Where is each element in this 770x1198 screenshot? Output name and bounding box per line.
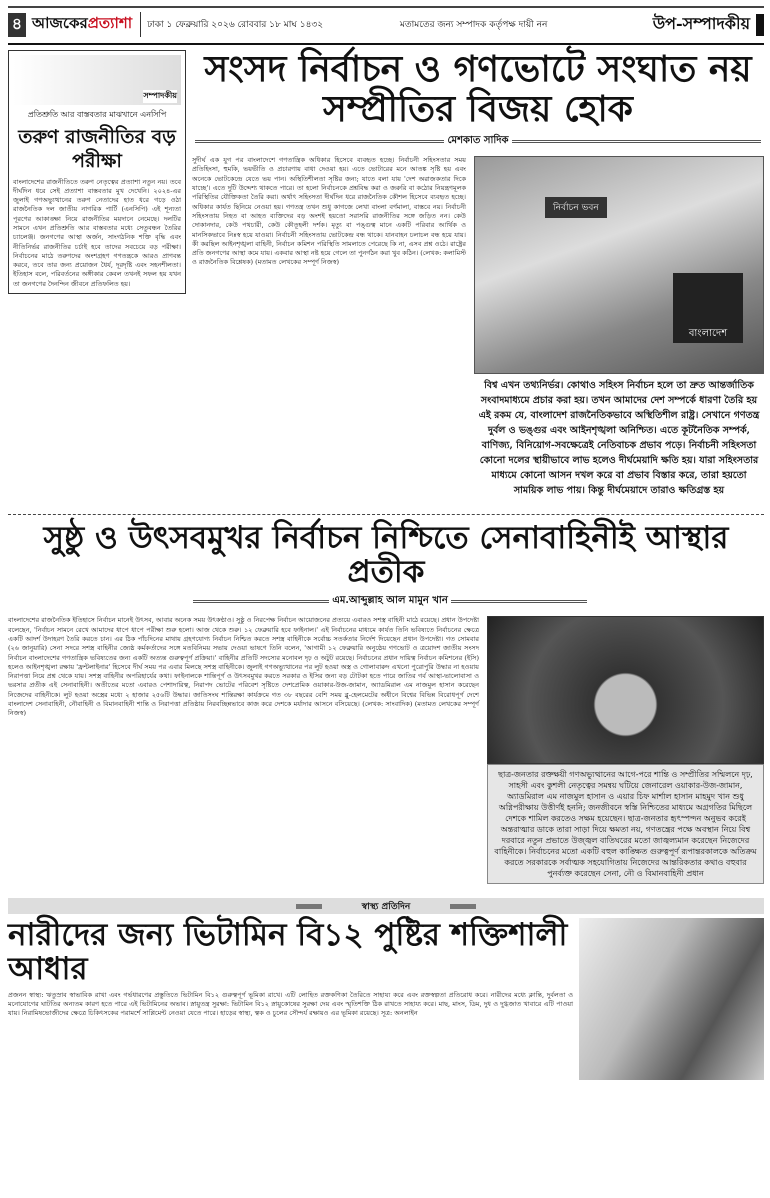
article1-callout: বিশ্ব এখন তথ্যনির্ভর। কোথাও সহিংস নির্বাচন হলে তা দ্রুত আন্তর্জাতিক সংবাদমাধ্যমে প্রচার করা হয়। তখন আমাদের দেশ সম্পর্কে ধারণা তৈরি হয় এই রকম যে, বাংলাদেশ রাজনৈতিকভাবে অস্থিতিশীল রাষ্ট্র। সেখানে গণতন্ত্র দুর্বল ও ভঙ্গুর এবং আইনশৃঙ্খলা অনিশ্চিত। এতে কূটনৈতিক সম্পর্ক, বাণিজ্য, বিনিয়োগ-সবক্ষেত্রেই নেতিবাচক প্রভাব পড়ে। নির্বাচনী সহিংসতা কোনো দলের স্থায়ীভাবে লাভ হলেও দীর্ঘমেয়াদি ক্ষতি হয়। যারা সহিংসতার মাধ্যমে কোনো আসন দখল করে বা প্রভাব বিস্তার করে, তারা হয়তো সাময়িক লাভ পায়। কিন্তু দীর্ঘমেয়াদে তারাও ক্ষতিগ্রস্ত হয় [478, 380, 760, 497]
article2-headline: সুষ্ঠু ও উৎসবমুখর নির্বাচন নিশ্চিতে সেনাবাহিনীই আস্থার প্রতীক [43, 520, 729, 591]
editorial-body: বাংলাদেশের রাজনীতিতে তরুণ নেতৃত্বের প্রত্যাশা নতুন নয়। তবে দীর্ঘদিন ধরে সেই প্রত্যাশা বাস্তবতার মুখ দেখেনি। ২০২৪-এর জুলাই গণঅভ্যুত্থানের তরুণ নেতাদের হাত ধরে গড়ে ওঠা রাজনৈতিক দল জাতীয় নাগরিক পার্টি (এনসিপি) এই শূন্যতা পূরণের আকাঙ্ক্ষা নিয়ে রাজনীতির ময়দানে নেমেছে। দলটির সামনে এখন প্রতিশ্রুতি আর বাস্তবতার মধ্যে সেতুবন্ধন তৈরির চ্যালেঞ্জ। জনগণের আস্থা অর্জন, সাংগঠনিক শক্তি বৃদ্ধি এবং নীতিনির্ভর রাজনীতির চর্চাই হবে তাদের সবচেয়ে বড় পরীক্ষা। নির্বাচনের মাঠে তরুণদের অংশগ্রহণ গণতন্ত্রকে আরও প্রাণবন্ত করবে, তবে তার জন্য প্রয়োজন ধৈর্য, দূরদৃষ্টি এবং সহনশীলতা। ইতিহাস বলে, পরিবর্তনের অঙ্গীকার কেবল তখনই সফল হয় যখন তা জনগণের দৈনন্দিন জীবনে প্রতিফলিত হয়। [13, 177, 181, 288]
article1-body: সুদীর্ঘ এক যুগ পর বাংলাদেশে গণতান্ত্রিক অধিকার হিসেবে ব্যবহৃত হচ্ছে। নির্বাচনী সহিংসতার সময় প্রতিহিংসা, হুমকি, ভয়ভীতি ও প্রচারণায় বাধা দেওয়া হয়। এতে ভোটারের মনে আতঙ্ক সৃষ্টি হয় এবং অনেকে ভোটকেন্দ্রে যেতে ভয় পান। অস্থিতিশীলতা সৃষ্টির জন্য; যাতে বলা যায় 'দেশ অরাজকতার দিকে যাচ্ছে'। এতে দুটি উদ্দেশ্য থাকতে পারে। তা হলো নির্বাচনকে প্রশ্নবিদ্ধ করা ও জরুরি বা কঠোর নিয়ন্ত্রণমূলক পরিস্থিতির যৌক্তিকতা তৈরি করা। অর্থাৎ সহিংসতা দীর্ঘদিন ধরে রাজনৈতিক কৌশল হিসেবে ব্যবহৃত হচ্ছে। অধিকার কার্যত ছিনিয়ে নেওয়া হয়। গণতন্ত্র তখন শুধু কাগজে লেখা বাংলা বর্ণমালা, বাস্তবে নয়। নির্বাচনী সহিংসতায় নিহত বা আহত ব্যক্তিদের বড় অংশই হয়তো সরাসরি রাজনীতির সঙ্গে জড়িত নন। কেউ দোকানদার, কেউ পথচারী, কেউ কৌতূহলী দর্শক। মৃত্যু বা পঙ্গুত্ব মানে একটি পরিবার আর্থিক ও মানসিকভাবে নিঃস্ব হয়ে যাওয়া। নির্বাচনী সহিংসতায় ভোটকেন্দ্র বন্ধ থাকে। যানবাহন চলাচল বন্ধ হয়ে যায়। কী করছিল আইনশৃঙ্খলা বাহিনী, নির্বাচন কমিশন পরিস্থিতি সামলাতে পেরেছে কি না, এসব প্রশ্ন ওঠে। রাষ্ট্রের প্রতি জনগণের আস্থা কমে যায়। একবার আস্থা নষ্ট হয়ে গেলে তা পুনর্গঠন করা খুব কঠিন। (লেখক: কলামিস্ট ও রাজনৈতিক বিশ্লেষক) (মতামত লেখকের সম্পূর্ণ নিজস্ব) [192, 156, 466, 267]
health-band-label: স্বাস্থ্য প্রতিদিন [361, 901, 411, 912]
section-title: উপ-সম্পাদকীয় [652, 14, 751, 33]
page-header [8, 6, 764, 41]
health-headline: নারীদের জন্য ভিটামিন বি১২ পুষ্টির শক্তিশালী আধার [8, 917, 568, 988]
issue-date: ঢাকা ১ ফেব্রুয়ারি ২০২৬ রোববার ১৮ মাঘ ১৪৩২ [147, 20, 324, 30]
dashed-divider [8, 514, 764, 515]
article2-content [8, 616, 764, 890]
election-building-photo [474, 156, 764, 374]
article2-body: বাংলাদেশের রাজনৈতিক ইতিহাসে নির্বাচন মানেই উৎসব, আবার অনেক সময় উৎকণ্ঠাও। সুষ্ঠু ও নিরপেক্ষ নির্বাচন আয়োজনের প্রত্যয়ে এবারও সশস্ত্র বাহিনী মাঠে রয়েছে। প্রধান উপদেষ্টা বলেছেন, 'নির্বাচন সামনে রেখে আমাদের ধাপে ধাপে পরীক্ষা শুরু হলো। আজ থেকে শুরু। ১২ ফেব্রুয়ারি হবে ফাইনাল।' এই নির্বাচনের মাধ্যমে কার্যত তিনি ভবিষ্যতে নির্বাচনের ক্ষেত্রে একটি আদর্শ উদাহরণ তৈরি করতে চান। এর ঠিক পাঁচদিনের মাথায় গ্রহণযোগ্য নির্বাচন নিশ্চিত করতে সশস্ত্র বাহিনীকে সর্বোচ্চ সতর্কতার নির্দেশ দিয়েছেন প্রধান উপদেষ্টা। গত সোমবার (২৬ জানুয়ারি) সেনা সদরে সশস্ত্র বাহিনীর জ্যেষ্ঠ কর্মকর্তাদের সঙ্গে মতবিনিময় সভায় দেওয়া ভাষণে তিনি বলেন, 'আগামী ১২ ফেব্রুয়ারি অনুষ্ঠেয় গণভোট ও ত্রয়োদশ জাতীয় সংসদ নির্বাচন বাংলাদেশের গণতান্ত্রিক ভবিষ্যতের জন্য একটি অত্যন্ত গুরুত্বপূর্ণ প্রক্রিয়া।' বাহিনীর প্রতিটি সদস্যের মনোবল দৃঢ় ও অটুট রয়েছে। নির্বাচনের প্রধান দায়িত্ব নির্বাচন কমিশনের (ইসি) হলেও আইনশৃঙ্খলা রক্ষায় 'ফ্রন্টলাইনার' হিসেবে দীর্ঘ সময় পর এবার মিলছে সশস্ত্র বাহিনীকে। জুলাই গণঅভ্যুত্থানের পর লুট হওয়া অস্ত্র ও গোলাবারুদ এখনো পুরোপুরি উদ্ধার না হওয়ায় নিরাপত্তা নিয়ে প্রশ্ন থেকে যায়। সশস্ত্র বাহিনীর অপরিহার্যের কথা। ফাইনালকে শান্তিপূর্ণ ও উৎসবমুখর করতে সরকার ও ইসির জন্য বড় টোটকা হতে পারে জাতির গর্ব আস্থা-ভালোবাসা ও ভরসার প্রতীক এই সেনাবাহিনী। অতীতের মতো এবারও পেশাদারিত্ব, নিরাপদ ভোটের পরিবেশ সৃষ্টিতে দেশপ্রেমিক ওয়াকার-উজ-জামান, অ্যাডমিরাল এম নাজমুল হাসান করেছেন নিজেদের বাহিনীকে। লুট হওয়া অস্ত্রের মধ্যে ২ হাজার ২৫৬টি উদ্ধার। জাতিসংঘ শান্তিরক্ষা কার্যক্রমে গত ৩৮ বছরের বেশি সময় ব্লু-হেলমেটের অধীনে বিশ্বের বিভিন্ন বিরোধপূর্ণ দেশে বাংলাদেশ সেনাবাহিনী, নৌবাহিনী ও বিমানবাহিনী শান্তি ও নিরাপত্তা প্রতিষ্ঠায় নিরবচ্ছিন্নভাবে কাজ করে দেশকে মর্যাদার আসনে বসিয়েছে। (লেখক: সাংবাদিক) (মতামত লেখকের সম্পূর্ণ নিজস্ব) [8, 616, 479, 718]
article1-content [192, 156, 764, 508]
health-article [8, 918, 573, 1080]
ballot-box: বাংলাদেশ [673, 273, 743, 343]
disclaimer: মতামতের জন্য সম্পাদক কর্তৃপক্ষ দায়ী নন [399, 20, 548, 30]
logo-main: আজকের [32, 14, 88, 32]
logo-accent: প্রত্যাশা [87, 14, 133, 32]
section-marker-icon [756, 14, 764, 36]
article1-figure [474, 156, 764, 502]
header-rule [8, 43, 764, 45]
editorial-kicker: প্রতিশ্রুতি আর বাস্তবতার মাঝখানে এনসিপি [27, 110, 167, 119]
article2-byline: এম.আব্দুল্লাহ আল মামুন খান [190, 593, 590, 610]
band-bar-icon [296, 904, 322, 909]
woman-photo [579, 918, 764, 1080]
army-photo [487, 616, 764, 764]
article1-headline: সংসদ নির্বাচন ও গণভোটে সংঘাত নয় সম্প্রীতির বিজয় হোক [204, 49, 752, 130]
editorial-headline: তরুণ রাজনীতির বড় পরীক্ষা [18, 126, 176, 172]
health-section-band [8, 898, 764, 914]
article1-byline: মেশকাত সাদিক [192, 133, 764, 150]
photo-sign: নির্বাচন ভবন [545, 197, 607, 218]
page-number: ৪ [8, 13, 26, 37]
health-section [8, 918, 764, 1080]
editorial-label: সম্পাদকীয় [143, 90, 177, 103]
article2-figure [487, 616, 764, 884]
article1 [192, 50, 764, 508]
band-bar-icon [450, 904, 476, 909]
pen-icon [13, 55, 181, 105]
newspaper-logo [32, 12, 141, 37]
article2-pullquote: ছাত্র-জনতার রক্তক্ষয়ী গণঅভ্যুত্থানের আগে-পরে শান্তি ও সম্প্রীতির সম্মিলনে দৃঢ়, সাহসী এবং কুশলী নেতৃত্বের সমন্বয় ঘটিয়ে জেনারেল ওয়াকার-উজ-জামান, অ্যাডমিরাল এম নাজমুল হাসান ও এয়ার চিফ মার্শাল হাসান মাহমুদ খান শুধু অগ্নিপরীক্ষায় উত্তীর্ণই হননি; জনজীবনে স্বস্তি নিশ্চিতের মাধ্যমে অগ্রগতির মিছিলে দেশকে শামিল করতেও সক্ষম হয়েছেন। ছাত্র-জনতার হৃৎস্পন্দন অনুভব করেই অন্তরাত্মার ডাকে তারা সাড়া দিয়ে ক্ষমতা নয়, গণতন্ত্রের পক্ষে অবস্থান নিয়ে বিশ্ব দরবারে নতুন প্রভাতে উজ্জ্বল বাতিঘরের মতো জাজ্বল্যমান করেছেন নিজেদের বাহিনীকে। নির্বাচনের মতো একটি বহুল কাঙ্ক্ষিত গুরুত্বপূর্ণ রূপান্তরকালকে অতিক্রম করতে সরকারকে সর্বাত্মক সহযোগিতায় নিজেদের আন্তরিকতার কথাও বহুবার পুনর্ব্যক্ত করেছেন সেনা, নৌ ও বিমানবাহিনী প্রধান [487, 764, 764, 884]
health-body: প্রজনন স্বাস্থ্য: ঋতুস্রাব স্বাভাবিক রাখা এবং গর্ভধারণের প্রস্তুতিতে ভিটামিন বি১২ গুরুত্বপূর্ণ ভূমিকা রাখে। এটি লোহিত রক্তকণিকা তৈরিতে সাহায্য করে এবং রক্তস্বল্পতা প্রতিরোধ করে। নারীদের মধ্যে ক্লান্তি, দুর্বলতা ও মনোযোগের ঘাটতির অন্যতম কারণ হতে পারে এই ভিটামিনের অভাব। স্নায়ুতন্ত্র সুরক্ষা: ভিটামিন বি১২ স্নায়ুকোষের সুরক্ষা দেয় এবং স্মৃতিশক্তি ঠিক রাখতে সাহায্য করে। মাছ, মাংস, ডিম, দুধ ও দুগ্ধজাত খাবারে এটি পাওয়া যায়। নিরামিষভোজীদের ক্ষেত্রে চিকিৎসকের পরামর্শে সাপ্লিমেন্ট নেওয়া যেতে পারে। হাড়ের স্বাস্থ্য, ত্বক ও চুলের সৌন্দর্য রক্ষায়ও এর ভূমিকা রয়েছে। সূত্র: অনলাইন [8, 990, 573, 1018]
editorial-box [8, 50, 186, 294]
top-section [8, 50, 764, 508]
